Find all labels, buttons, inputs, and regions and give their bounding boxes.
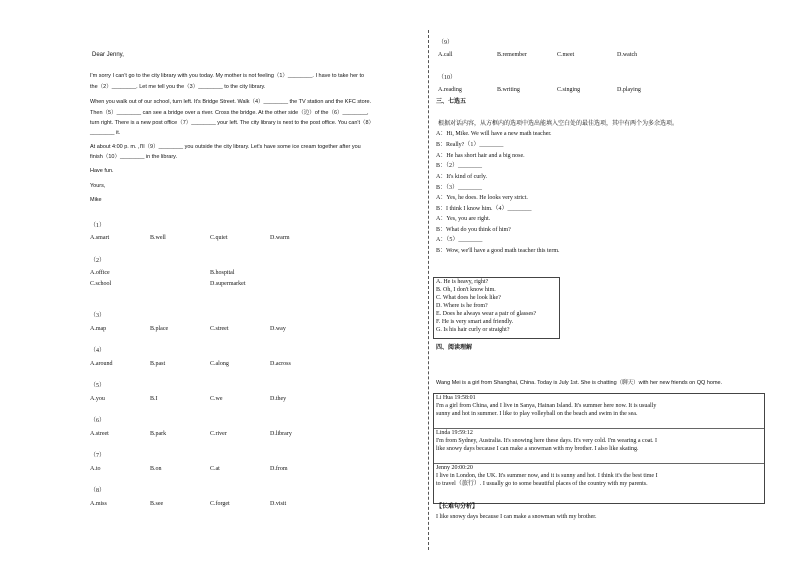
chat-text: to travel（旅行）. I usually go to some beautiful places of the country with my parents. (436, 481, 648, 487)
letter-line: At about 4:00 p. m. ,I'll（9）________ you outside the city library. Let's have some ice cream together after you (90, 144, 361, 150)
choice-option[interactable]: G. Is his hair curly or straight? (436, 327, 510, 333)
option[interactable]: B.see (150, 501, 164, 507)
option[interactable]: A.miss (90, 501, 107, 507)
letter-line: turn right. There is a new post office（7）________ your left. The city library is next to the post office. You can't（8） (90, 120, 375, 126)
dialog-line: A：（5）________ (436, 237, 483, 243)
option[interactable]: A.around (90, 361, 113, 367)
letter-line: Yours, (90, 183, 106, 189)
option[interactable]: B.place (150, 326, 169, 332)
option[interactable]: C.forget (210, 501, 230, 507)
option[interactable]: D.visit (270, 501, 287, 507)
dialog-line: B：（3）________ (436, 185, 483, 191)
chat-header: Jenny 20:00:20 (436, 465, 473, 471)
option[interactable]: A.street (90, 431, 109, 437)
chat-text: like snowy days because I can make a snowman with my brother. I also like skating. (436, 446, 639, 452)
chat-text: I'm a girl from China, and I live in Sanya, Hainan Island. It's summer here now. It is usually (436, 403, 657, 409)
question-number: （9） (438, 40, 454, 46)
option[interactable]: D.supermarket (210, 281, 246, 287)
option[interactable]: A.to (90, 466, 101, 472)
choice-option[interactable]: B. Oh, I don't know him. (436, 287, 496, 293)
chat-text: I'm from Sydney, Australia. It's snowing here these days. It's very cold. I'm wearing a coat. I (436, 438, 658, 444)
letter-line: Have fun. (90, 168, 114, 174)
option[interactable]: D.from (270, 466, 288, 472)
question-number: （8） (90, 488, 106, 494)
option[interactable]: A.call (438, 52, 453, 58)
option[interactable]: A.office (90, 270, 110, 276)
letter-line: I'm sorry I can't go to the city library with you today. My mother is not feeling（1）________. I have to take her to (90, 73, 365, 79)
option[interactable]: B.park (150, 431, 167, 437)
dialog-line: A：It's kind of curly. (436, 174, 488, 180)
question-number: （3） (90, 313, 106, 319)
dialog-line: A：He has short hair and a big nose. (436, 153, 525, 159)
option[interactable]: C.river (210, 431, 227, 437)
option[interactable]: C.street (210, 326, 229, 332)
option[interactable]: C.at (210, 466, 220, 472)
choice-option[interactable]: C. What does he look like? (436, 295, 501, 301)
option[interactable]: C.singing (557, 87, 581, 93)
option[interactable]: B.past (150, 361, 166, 367)
option[interactable]: D.across (270, 361, 291, 367)
option[interactable]: D.they (270, 396, 287, 402)
option[interactable]: C.quiet (210, 235, 228, 241)
question-number: （6） (90, 418, 106, 424)
option[interactable]: B.I (150, 396, 158, 402)
option[interactable]: D.way (270, 326, 286, 332)
letter-line: When you walk out of our school, turn left. It's Bridge Street. Walk（4）________ the TV station and the KFC store. (90, 99, 372, 105)
question-number: （10） (438, 75, 457, 81)
chat-text: sunny and hot in summer. I like to play volleyball on the beach and swim in the sea. (436, 411, 638, 417)
reading-intro: Wang Mei is a girl from Shanghai, China. Today is July 1st. She is chatting（聊天）with her new friends on QQ home. (436, 380, 723, 386)
section-heading: 四、阅读理解 (436, 345, 473, 351)
option[interactable]: B.on (150, 466, 162, 472)
dialog-line: B：（2）________ (436, 163, 483, 169)
option[interactable]: B.writing (497, 87, 520, 93)
letter-greeting: Dear Jenny, (92, 52, 124, 58)
chat-header: Li Hua 19:58:01 (436, 395, 476, 401)
column-divider (428, 30, 429, 550)
option[interactable]: C.along (210, 361, 229, 367)
choice-option[interactable]: E. Does he always wear a pair of glasses? (436, 311, 537, 317)
letter-line: Then（5）________ can see a bridge over a river. Cross the bridge. At the other side（边）of the（6）________, (90, 110, 369, 116)
option[interactable]: C.meet (557, 52, 575, 58)
analysis-label: 【长难句分析】 (436, 504, 479, 510)
option[interactable]: D.warm (270, 235, 290, 241)
dialog-line: B：Wow, we'll have a good math teacher this term. (436, 248, 560, 254)
letter-line: ________ it. (90, 130, 121, 136)
choice-option[interactable]: F. He is very smart and friendly. (436, 319, 514, 325)
letter-line: the（2）________. Let me tell you the（3）________ to the city library. (90, 84, 266, 90)
letter-line: Mike (90, 197, 102, 203)
option[interactable]: B.well (150, 235, 166, 241)
option[interactable]: C.school (90, 281, 112, 287)
option[interactable]: C.we (210, 396, 223, 402)
dialog-line: B：Really?（1）________ (436, 142, 504, 148)
question-number: （2） (90, 258, 106, 264)
question-number: （7） (90, 453, 106, 459)
chat-separator (434, 428, 764, 429)
option[interactable]: D.playing (617, 87, 641, 93)
dialog-line: B：What do you think of him? (436, 227, 511, 233)
option[interactable]: D.library (270, 431, 292, 437)
section-instruction: 根据对话内容，从方框内的选项中选出能填入空白处的最佳选项，其中有两个为多余选项。 (438, 121, 679, 127)
option[interactable]: D.watch (617, 52, 638, 58)
chat-header: Linda 19:59:12 (436, 430, 473, 436)
option[interactable]: A.reading (438, 87, 462, 93)
letter-line: finish（10）________ in the library. (90, 154, 178, 160)
dialog-line: A：Yes, you are right. (436, 216, 491, 222)
dialog-line: A：Yes, he does. He looks very strict. (436, 195, 528, 201)
option[interactable]: A.map (90, 326, 107, 332)
dialog-line: A：Hi, Mike. We will have a new math teacher. (436, 131, 552, 137)
option[interactable]: B.hospital (210, 270, 235, 276)
chat-separator (434, 463, 764, 464)
analysis-sentence: I like snowy days because I can make a snowman with my brother. (436, 514, 597, 520)
option[interactable]: A.smart (90, 235, 110, 241)
option[interactable]: A.you (90, 396, 105, 402)
dialog-line: B：I think I know him.（4）________ (436, 206, 532, 212)
choice-option[interactable]: A. He is heavy, right? (436, 279, 489, 285)
question-number: （4） (90, 348, 106, 354)
chat-text: I live in London, the UK. It's summer now, and it is sunny and hot. I think it's the best time I (436, 473, 658, 479)
question-number: （5） (90, 383, 106, 389)
choice-option[interactable]: D. Where is he from? (436, 303, 488, 309)
option[interactable]: B.remember (497, 52, 527, 58)
section-heading: 三、七选五 (436, 99, 467, 105)
question-number: （1） (90, 223, 106, 229)
